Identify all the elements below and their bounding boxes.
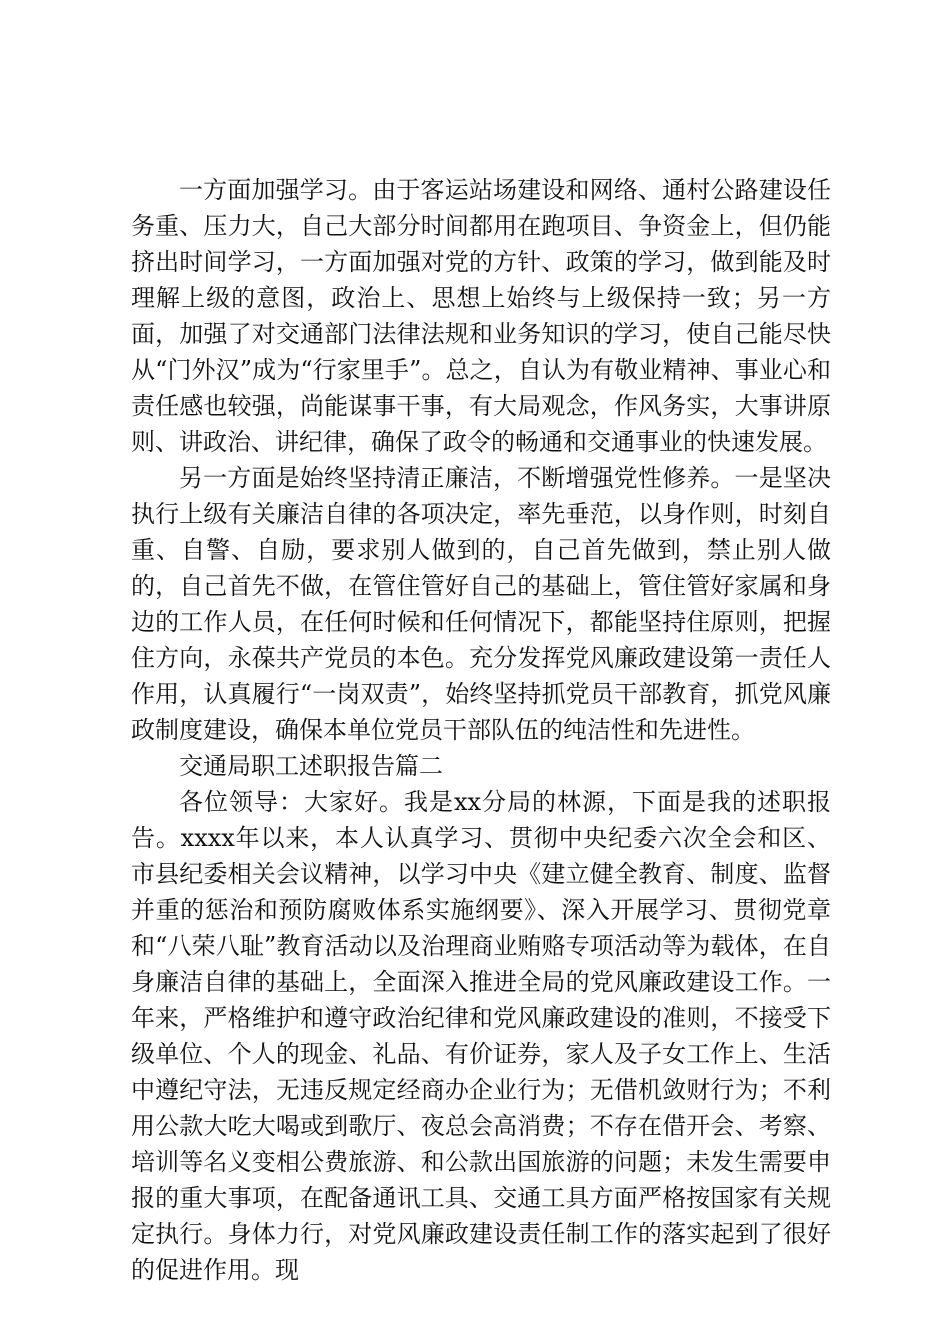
paragraph-report: 各位领导：大家好。我是xx分局的林源，下面是我的述职报告。xxxx年以来，本人认真学习、贯彻中央纪委六次全会和区、市县纪委相关会议精神，以学习中央《建立健全教育、制度、监督并重的惩治和预防腐败体系实施纲要》、深入开展学习、贯彻党章和“八荣八耻”教育活动以及治理商业贿赂专项活动等为载体，在自身廉洁自律的基础上，全面深入推进全局的党风廉政建设工作。一年来，严格维护和遵守政治纪律和党风廉政建设的准则，不接受下级单位、个人的现金、礼品、有价证券，家人及子女工作上、生活中遵纪守法，无违反规定经商办企业行为；无借机敛财行为；不利用公款大吃大喝或到歌厅、夜总会高消费；不存在借开会、考察、培训等名义变相公费旅游、和公款出国旅游的问题；未发生需要申报的重大事项，在配备通讯工具、交通工具方面严格按国家有关规定执行。身体力行，对党风廉政建设责任制工作的落实起到了很好的促进作用。现 bbox=[131, 788, 831, 1284]
paragraph-study: 一方面加强学习。由于客运站场建设和网络、通村公路建设任务重、压力大，自己大部分时间都用在跑项目、争资金上，但仍能挤出时间学习，一方面加强对党的方针、政策的学习，做到能及时理解上级的意图，政治上、思想上始终与上级保持一致；另一方面，加强了对交通部门法律法规和业务知识的学习，使自己能尽快从“门外汉”成为“行家里手”。总之，自认为有敬业精神、事业心和责任感也较强，尚能谋事干事，有大局观念，作风务实，大事讲原则、讲政治、讲纪律，确保了政令的畅通和交通事业的快速发展。 bbox=[131, 176, 831, 456]
paragraph-integrity: 另一方面是始终坚持清正廉洁，不断增强党性修养。一是坚决执行上级有关廉洁自律的各项决定，率先垂范，以身作则，时刻自重、自警、自励，要求别人做到的，自己首先做到，禁止别人做的，自己首先不做，在管住管好自己的基础上，管住管好家属和身边的工作人员，在任何时候和任何情况下，都能坚持住原则，把握住方向，永葆共产党员的本色。充分发挥党风廉政建设第一责任人作用，认真履行“一岗双责”，始终坚持抓党员干部教育，抓党风廉政制度建设，确保本单位党员干部队伍的纯洁性和先进性。 bbox=[131, 464, 831, 744]
section-heading: 交通局职工述职报告篇二 bbox=[179, 752, 443, 780]
document-body bbox=[131, 172, 831, 1288]
